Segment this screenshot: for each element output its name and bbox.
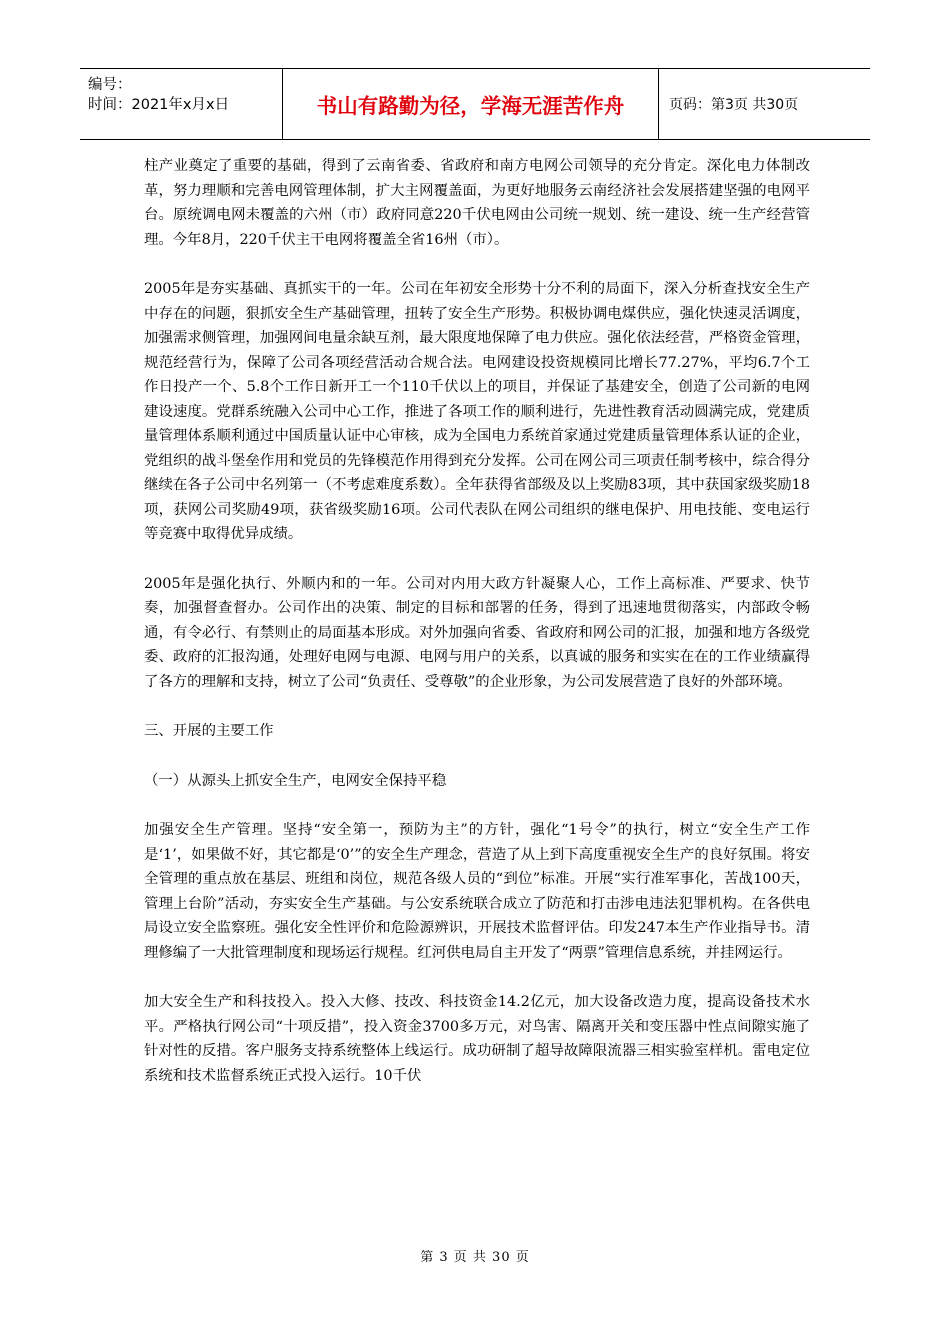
paragraph: 加强安全生产管理。坚持“安全第一，预防为主”的方针，强化“1号令”的执行，树立“安全生产工作是‘1’，如果做不好，其它都是‘0’”的安全生产理念，营造了从上到下高度重视安全生产的良好氛围。将安全管理的重点放在基层、班组和岗位，规范各级人员的“到位”标准。开展“实行准军事化，苦战100天，管理上台阶”活动，夯实安全生产基础。与公安系统联合成立了防范和打击涉电违法犯罪机构。在各供电局设立安全监察班。强化安全性评价和危险源辨识，开展技术监督评估。印发247本生产作业指导书。清理修编了一大批管理制度和现场运行规程。红河供电局自主开发了“两票”管理信息系统，并挂网运行。 <box>144 822 810 961</box>
time-label: 时间：2021年x月x日 <box>88 97 230 113</box>
header-page-number: 页码：第3页 共30页 <box>669 97 799 113</box>
page-footer: 第 3 页 共 30 页 <box>420 1250 530 1265</box>
header-meta <box>80 69 283 139</box>
document-body <box>144 154 810 1113</box>
paragraph: 加大安全生产和科技投入。投入大修、技改、科技资金14.2亿元，加大设备改造力度，提高设备技术水平。严格执行网公司“十项反措”，投入资金3700多万元，对鸟害、隔离开关和变压器中性点间隙实施了针对性的反措。客户服务支持系统整体上线运行。成功研制了超导故障限流器三相实验室样机。雷电定位系统和技术监督系统正式投入运行。10千伏 <box>144 994 810 1084</box>
header-motto: 书山有路勤为径，学海无涯苦作舟 <box>283 69 659 139</box>
paragraph: 2005年是强化执行、外顺内和的一年。公司对内用大政方针凝聚人心，工作上高标准、严要求、快节奏，加强督查督办。公司作出的决策、制定的目标和部署的任务，得到了迅速地贯彻落实，内部政令畅通，有令必行、有禁则止的局面基本形成。对外加强向省委、省政府和网公司的汇报，加强和地方各级党委、政府的汇报沟通，处理好电网与电源、电网与用户的关系，以真诚的服务和实实在在的工作业绩赢得了各方的理解和支持，树立了公司“负责任、受尊敬”的企业形象，为公司发展营造了良好的外部环境。 <box>144 575 810 690</box>
paragraph: 2005年是夯实基础、真抓实干的一年。公司在年初安全形势十分不利的局面下，深入分析查找安全生产中存在的问题，狠抓安全生产基础管理，扭转了安全生产形势。积极协调电煤供应，强化快速灵活调度，加强需求侧管理，加强网间电量余缺互剂，最大限度地保障了电力供应。强化依法经营，严格资金管理，规范经营行为，保障了公司各项经营活动合规合法。电网建设投资规模同比增长77.27%，平均6.7个工作日投产一个、5.8个工作日新开工一个110千伏以上的项目，并保证了基建安全，创造了公司新的电网建设速度。党群系统融入公司中心工作，推进了各项工作的顺利进行，先进性教育活动圆满完成，党建质量管理体系顺利通过中国质量认证中心审核，成为全国电力系统首家通过党建质量管理体系认证的企业，党组织的战斗堡垒作用和党员的先锋模范作用得到充分发挥。公司在网公司三项责任制考核中，综合得分继续在各子公司中名列第一（不考虑难度系数）。全年获得省部级及以上奖励83项，其中获国家级奖励18项，获网公司奖励49项，获省级奖励16项。公司代表队在网公司组织的继电保护、用电技能、变电运行等竞赛中取得优异成绩。 <box>144 281 810 542</box>
serial-label: 编号： <box>88 77 132 93</box>
subsection-heading: （一）从源头上抓安全生产，电网安全保持平稳 <box>144 772 447 789</box>
page-header <box>80 68 870 140</box>
paragraph: 柱产业奠定了重要的基础，得到了云南省委、省政府和南方电网公司领导的充分肯定。深化电力体制改革，努力理顺和完善电网管理体制，扩大主网覆盖面，为更好地服务云南经济社会发展搭建坚强的电网平台。原统调电网未覆盖的六州（市）政府同意220千伏电网由公司统一规划、统一建设、统一生产经营管理。今年8月，220千伏主干电网将覆盖全省16州（市）。 <box>144 158 810 248</box>
section-heading: 三、开展的主要工作 <box>144 723 274 739</box>
